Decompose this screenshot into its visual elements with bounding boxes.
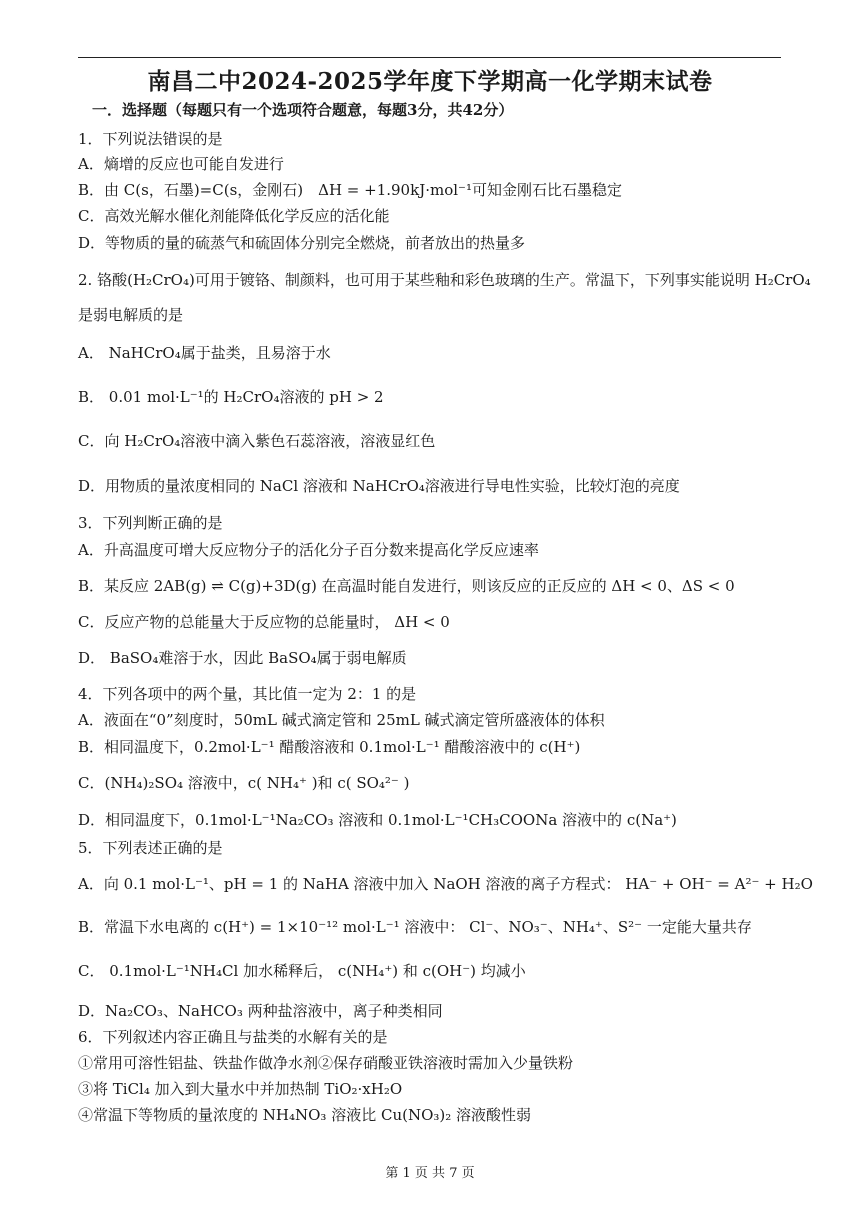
q5-option-b: B．常温下水电离的 c(H⁺) = 1×10⁻¹² mol·L⁻¹ 溶液中： Cl⁻、NO₃⁻、NH₄⁺、S²⁻ 一定能大量共存 <box>78 918 752 936</box>
page-number: 第 1 页 共 7 页 <box>385 1166 475 1181</box>
q2-option-b: B． 0.01 mol·L⁻¹的 H₂CrO₄溶液的 pH > 2 <box>78 388 384 406</box>
q5-option-a: A．向 0.1 mol·L⁻¹、pH = 1 的 NaHA 溶液中加入 NaOH 溶液的离子方程式： HA⁻ + OH⁻ = A²⁻ + H₂O <box>78 875 813 893</box>
q4-option-d: D．相同温度下，0.1mol·L⁻¹Na₂CO₃ 溶液和 0.1mol·L⁻¹CH₃COONa 溶液中的 c(Na⁺) <box>78 811 677 829</box>
q3-option-a: A．升高温度可增大反应物分子的活化分子百分数来提高化学反应速率 <box>78 541 539 559</box>
q3-option-b: B．某反应 2AB(g) ⇌ C(g)+3D(g) 在高温时能自发进行，则该反应的正反应的 ΔH < 0、ΔS < 0 <box>78 577 735 595</box>
q6-item-3: ③将 TiCl₄ 加入到大量水中并加热制 TiO₂·xH₂O <box>78 1080 403 1098</box>
q4-option-c: C．(NH₄)₂SO₄ 溶液中，c( NH₄⁺ )和 c( SO₄²⁻ ) <box>78 774 410 792</box>
q1-option-d: D．等物质的量的硫蒸气和硫固体分别完全燃烧，前者放出的热量多 <box>78 234 526 252</box>
q4-option-a: A．液面在“0”刻度时，50mL 碱式滴定管和 25mL 碱式滴定管所盛液体的体积 <box>78 711 605 729</box>
q1-option-c: C．高效光解水催化剂能降低化学反应的活化能 <box>78 207 390 225</box>
q6-stem: 6．下列叙述内容正确且与盐类的水解有关的是 <box>78 1028 388 1046</box>
q2-option-c: C．向 H₂CrO₄溶液中滴入紫色石蕊溶液，溶液显红色 <box>78 432 436 450</box>
q4-option-b: B．相同温度下，0.2mol·L⁻¹ 醋酸溶液和 0.1mol·L⁻¹ 醋酸溶液中的 c(H⁺) <box>78 738 581 756</box>
section-heading: 一．选择题（每题只有一个选项符合题意，每题3分，共42分） <box>92 101 514 119</box>
q2-stem-line1: 2. 铬酸(H₂CrO₄)可用于镀铬、制颜料，也可用于某些釉和彩色玻璃的生产。常温下，下列事实能说明 H₂CrO₄ <box>78 271 811 289</box>
q2-option-d: D．用物质的量浓度相同的 NaCl 溶液和 NaHCrO₄溶液进行导电性实验，比较灯泡的亮度 <box>78 477 680 495</box>
q2-stem-line2: 是弱电解质的是 <box>78 306 184 324</box>
q3-option-d: D． BaSO₄难溶于水，因此 BaSO₄属于弱电解质 <box>78 649 407 667</box>
q1-option-a: A．熵增的反应也可能自发进行 <box>78 155 284 173</box>
q3-option-c: C．反应产物的总能量大于反应物的总能量时， ΔH < 0 <box>78 613 450 631</box>
q4-stem: 4．下列各项中的两个量，其比值一定为 2：1 的是 <box>78 685 417 703</box>
q1-option-b: B．由 C(s，石墨)=C(s，金刚石) ΔH = +1.90kJ·mol⁻¹可知金刚石比石墨稳定 <box>78 181 622 199</box>
q5-option-d: D．Na₂CO₃、NaHCO₃ 两种盐溶液中，离子种类相同 <box>78 1002 443 1020</box>
q2-option-a: A． NaHCrO₄属于盐类，且易溶于水 <box>78 344 331 362</box>
q6-item-4: ④常温下等物质的量浓度的 NH₄NO₃ 溶液比 Cu(NO₃)₂ 溶液酸性弱 <box>78 1106 532 1124</box>
q6-item-1-2: ①常用可溶性铝盐、铁盐作做净水剂②保存硝酸亚铁溶液时需加入少量铁粉 <box>78 1054 574 1072</box>
q5-stem: 5．下列表述正确的是 <box>78 839 223 857</box>
q3-stem: 3．下列判断正确的是 <box>78 514 223 532</box>
page-title: 南昌二中2024-2025学年度下学期高一化学期末试卷 <box>147 68 713 95</box>
q5-option-c: C． 0.1mol·L⁻¹NH₄Cl 加水稀释后， c(NH₄⁺) 和 c(OH⁻) 均减小 <box>78 962 526 980</box>
q1-stem: 1．下列说法错误的是 <box>78 130 223 148</box>
header-rule <box>78 57 781 58</box>
